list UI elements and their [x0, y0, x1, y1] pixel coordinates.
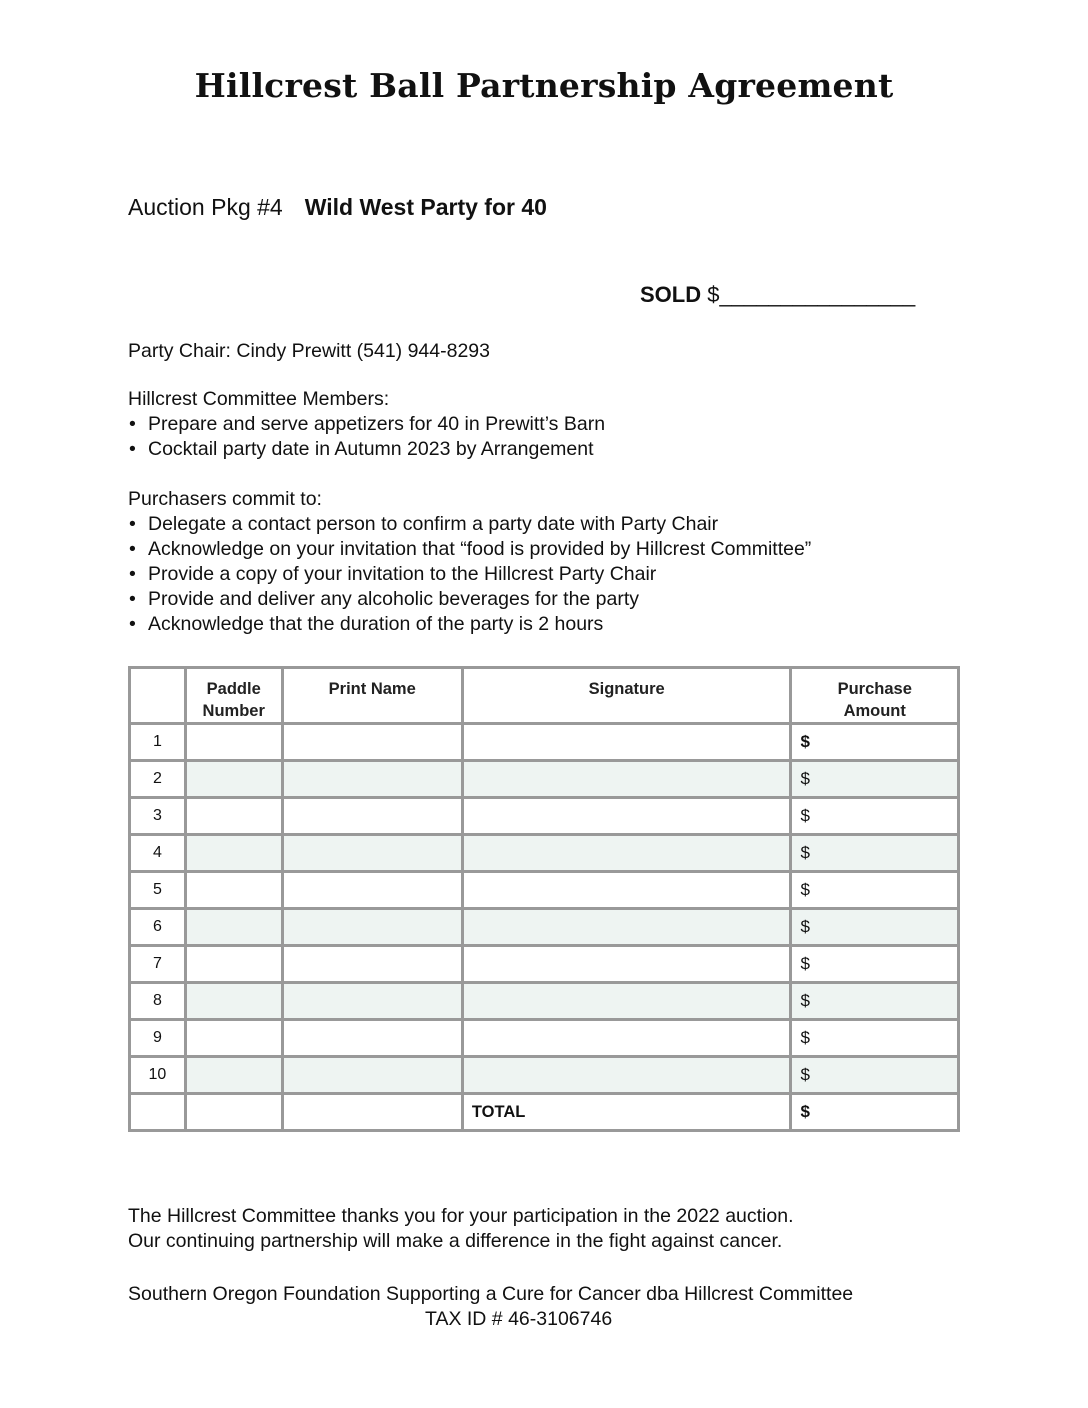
signature-cell[interactable]	[462, 835, 791, 872]
signature-cell[interactable]	[462, 798, 791, 835]
paddle-number-cell[interactable]	[185, 909, 282, 946]
package-number: Auction Pkg #4	[128, 194, 283, 220]
total-index-cell	[130, 1094, 186, 1131]
purchase-amount-cell[interactable]: $	[791, 798, 959, 835]
committee-heading: Hillcrest Committee Members:	[128, 388, 390, 410]
purchasers-item: • Acknowledge on your invitation that “food is provided by Hillcrest Committee”	[128, 537, 811, 562]
committee-list	[128, 412, 605, 462]
row-number: 3	[130, 798, 186, 835]
print-name-cell[interactable]	[282, 724, 462, 761]
purchase-amount-cell[interactable]: $	[791, 909, 959, 946]
header-purchase-line1: Purchase	[837, 680, 912, 698]
total-label: TOTAL	[462, 1094, 791, 1131]
header-purchase-line2: Amount	[843, 702, 906, 720]
committee-item: • Prepare and serve appetizers for 40 in Prewitt’s Barn	[128, 412, 605, 437]
signature-cell[interactable]	[462, 983, 791, 1020]
thanks-message	[128, 1204, 794, 1254]
header-index	[130, 668, 186, 724]
row-number: 10	[130, 1057, 186, 1094]
signature-cell[interactable]	[462, 724, 791, 761]
row-number: 8	[130, 983, 186, 1020]
total-amount-cell[interactable]: $	[791, 1094, 959, 1131]
purchase-amount-cell[interactable]: $	[791, 946, 959, 983]
print-name-cell[interactable]	[282, 761, 462, 798]
table-row	[130, 761, 959, 798]
signature-cell[interactable]	[462, 909, 791, 946]
paddle-number-cell[interactable]	[185, 1020, 282, 1057]
purchase-amount-cell[interactable]: $	[791, 1020, 959, 1057]
purchasers-item: • Acknowledge that the duration of the party is 2 hours	[128, 612, 811, 637]
paddle-number-cell[interactable]	[185, 946, 282, 983]
row-number: 5	[130, 872, 186, 909]
sold-amount-blank[interactable]: $________________	[707, 282, 916, 307]
committee-item: • Cocktail party date in Autumn 2023 by Arrangement	[128, 437, 605, 462]
document-title: Hillcrest Ball Partnership Agreement	[194, 66, 894, 105]
signup-table	[128, 666, 960, 1132]
signature-cell[interactable]	[462, 946, 791, 983]
paddle-number-cell[interactable]	[185, 872, 282, 909]
print-name-cell[interactable]	[282, 1057, 462, 1094]
purchase-amount-cell[interactable]: $	[791, 724, 959, 761]
paddle-number-cell[interactable]	[185, 983, 282, 1020]
purchasers-section	[128, 487, 811, 637]
header-signature: Signature	[462, 668, 791, 724]
paddle-number-cell[interactable]	[185, 835, 282, 872]
purchase-amount-cell[interactable]: $	[791, 761, 959, 798]
purchase-amount-cell[interactable]: $	[791, 835, 959, 872]
signature-cell[interactable]	[462, 1057, 791, 1094]
paddle-number-cell[interactable]	[185, 724, 282, 761]
thanks-line: The Hillcrest Committee thanks you for your participation in the 2022 auction.	[128, 1205, 794, 1227]
auction-package	[128, 194, 547, 221]
print-name-cell[interactable]	[282, 798, 462, 835]
table-row	[130, 909, 959, 946]
total-name-cell	[282, 1094, 462, 1131]
table-row	[130, 724, 959, 761]
party-chair: Party Chair: Cindy Prewitt (541) 944-8293	[128, 340, 490, 362]
signature-cell[interactable]	[462, 1020, 791, 1057]
table-header-row	[130, 668, 959, 724]
row-number: 9	[130, 1020, 186, 1057]
signature-cell[interactable]	[462, 761, 791, 798]
row-number: 1	[130, 724, 186, 761]
table-row	[130, 983, 959, 1020]
print-name-cell[interactable]	[282, 909, 462, 946]
table-row	[130, 835, 959, 872]
package-name: Wild West Party for 40	[304, 194, 547, 220]
purchasers-item: • Provide a copy of your invitation to the Hillcrest Party Chair	[128, 562, 811, 587]
header-print-name: Print Name	[282, 668, 462, 724]
committee-section	[128, 387, 605, 462]
sold-label: SOLD	[640, 282, 702, 307]
print-name-cell[interactable]	[282, 1020, 462, 1057]
thanks-line: Our continuing partnership will make a difference in the fight against cancer.	[128, 1230, 783, 1252]
purchasers-item: • Delegate a contact person to confirm a party date with Party Chair	[128, 512, 811, 537]
purchase-amount-cell[interactable]: $	[791, 983, 959, 1020]
paddle-number-cell[interactable]	[185, 761, 282, 798]
footer	[128, 1282, 853, 1332]
header-paddle-line2: Number	[202, 702, 265, 720]
table-row	[130, 872, 959, 909]
table-row	[130, 798, 959, 835]
table-total-row	[130, 1094, 959, 1131]
table-row	[130, 1057, 959, 1094]
purchase-amount-cell[interactable]: $	[791, 872, 959, 909]
print-name-cell[interactable]	[282, 872, 462, 909]
footer-org: Southern Oregon Foundation Supporting a Cure for Cancer dba Hillcrest Committee	[128, 1283, 854, 1305]
header-paddle-line1: Paddle	[206, 680, 261, 698]
print-name-cell[interactable]	[282, 946, 462, 983]
header-purchase-amount	[791, 668, 959, 724]
paddle-number-cell[interactable]	[185, 1057, 282, 1094]
paddle-number-cell[interactable]	[185, 798, 282, 835]
row-number: 6	[130, 909, 186, 946]
row-number: 7	[130, 946, 186, 983]
sold-line	[640, 282, 915, 308]
table-row	[130, 1020, 959, 1057]
table-row	[130, 946, 959, 983]
purchasers-heading: Purchasers commit to:	[128, 488, 322, 510]
print-name-cell[interactable]	[282, 835, 462, 872]
purchasers-list	[128, 512, 811, 637]
signature-cell[interactable]	[462, 872, 791, 909]
print-name-cell[interactable]	[282, 983, 462, 1020]
purchase-amount-cell[interactable]: $	[791, 1057, 959, 1094]
header-paddle-number	[185, 668, 282, 724]
footer-tax-id: TAX ID # 46-3106746	[425, 1308, 613, 1330]
purchasers-item: • Provide and deliver any alcoholic beverages for the party	[128, 587, 811, 612]
total-paddle-cell	[185, 1094, 282, 1131]
row-number: 2	[130, 761, 186, 798]
row-number: 4	[130, 835, 186, 872]
